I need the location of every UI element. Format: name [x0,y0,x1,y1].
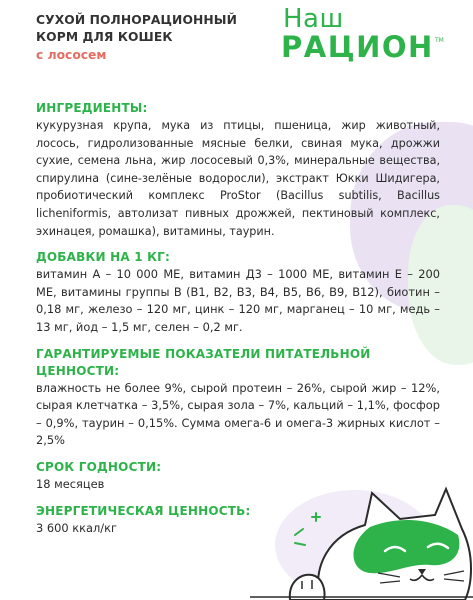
section-text: витамин А – 10 000 МЕ, витамин Д3 – 1000 МЕ, витамин Е – 200 МЕ, витамины группы В (В1, В2, В3, В4, В5, В6, В9, В12), биотин – 0,18 мг, железо – 120 мг, цинк – 120 мг, марганец – 10 мг, медь – 13 мг, йод – 1,5 мг, селен – 0,2 мг. [36,267,440,334]
brand-logo [281,4,451,64]
section-title: ЭНЕРГЕТИЧЕСКАЯ ЦЕННОСТЬ: [36,503,251,518]
product-flavor: с лососем [36,48,107,62]
section-text: кукурузная крупа, мука из птицы, пшеница, жир животный, лосось, гидролизованные мясные белки, свиная мука, дрожжи сухие, семена льна, жир лососевый 0,3%, минеральные вещества, спирулина (сине-зелёные водоросли), экстракт Юкки Шидигера, пробиотический комплекс ProStor (Bacillus subtilis, Bacillus licheniformis, автолизат пивных дрожжей, пектиновый комплекс, эхинацея, ромашка), витамины, таурин. [36,119,440,238]
section-text: 3 600 ккал/кг [36,520,117,535]
section-title: ИНГРЕДИЕНТЫ: [36,101,148,115]
section-additives [36,249,440,336]
cat-face-illustration-icon [250,485,473,600]
label-content [36,100,440,546]
section-title: ДОБАВКИ НА 1 КГ: [36,250,170,265]
product-type-line1: СУХОЙ ПОЛНОРАЦИОННЫЙ [36,13,238,27]
product-type-line2: КОРМ ДЛЯ КОШЕК [36,30,173,44]
section-title: ГАРАНТИРУЕМЫЕ ПОКАЗАТЕЛИ ПИТАТЕЛЬНОЙ ЦЕННОСТИ: [36,346,371,378]
section-ingredients [36,100,440,240]
section-text: 18 месяцев [36,476,105,491]
section-text: влажность не более 9%, сырой протеин – 26%, сырой жир – 12%, сырая клетчатка – 3,5%, сырая зола – 7%, кальций – 1,1%, фосфор – 0,9%, таурин – 0,15%. Сумма омега-6 и омега-3 жирных кислот – 2,5% [36,380,440,448]
brand-logo-line2: РАЦИОН [281,30,434,64]
section-nutrition [36,346,440,450]
section-title: СРОК ГОДНОСТИ: [36,459,162,474]
brand-logo-line1: Наш [283,4,344,34]
product-header [36,12,237,64]
brand-trademark: TM [435,37,444,44]
